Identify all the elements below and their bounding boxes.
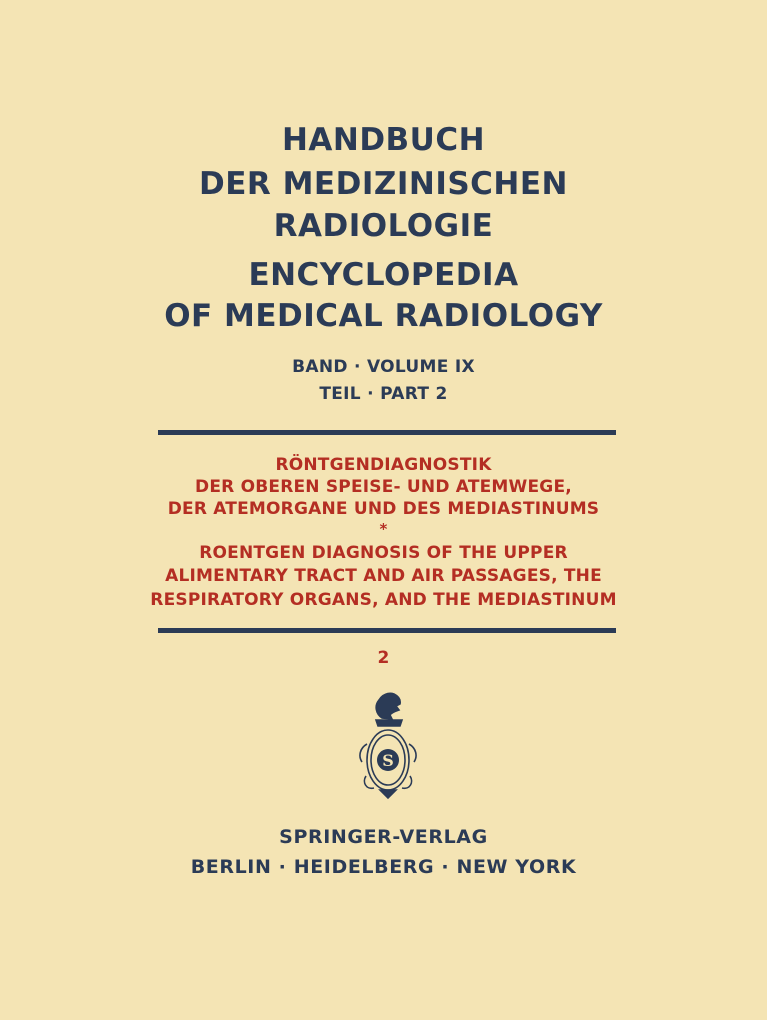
springer-knight-emblem-icon — [352, 684, 424, 802]
publisher-cities: BERLIN · HEIDELBERG · NEW YORK — [190, 856, 577, 878]
subtitle-de-line-3: DER ATEMORGANE UND DES MEDIASTINUMS — [167, 499, 600, 519]
title-de-line-2: DER MEDIZINISCHEN — [199, 166, 568, 202]
title-en-line-2: OF MEDICAL RADIOLOGY — [164, 298, 603, 334]
subtitle-en-line-1: ROENTGEN DIAGNOSIS OF THE UPPER — [199, 543, 568, 563]
publisher-name: SPRINGER-VERLAG — [279, 826, 488, 848]
bottom-divider-rule — [158, 628, 616, 633]
volume-label: BAND · VOLUME IX — [292, 357, 475, 377]
subtitle-en-line-3: RESPIRATORY ORGANS, AND THE MEDIASTINUM — [150, 590, 617, 610]
top-divider-rule — [158, 430, 616, 435]
title-de-line-3: RADIOLOGIE — [273, 208, 494, 244]
subtitle-de-line-1: RÖNTGENDIAGNOSTIK — [275, 455, 492, 475]
separator-star: * — [379, 520, 388, 538]
logo-monogram: S — [382, 751, 394, 770]
subtitle-en-line-2: ALIMENTARY TRACT AND AIR PASSAGES, THE — [165, 566, 602, 586]
title-de-line-1: HANDBUCH — [281, 122, 486, 158]
section-number: 2 — [377, 648, 390, 668]
title-en-line-1: ENCYCLOPEDIA — [248, 257, 519, 293]
subtitle-de-line-2: DER OBEREN SPEISE- UND ATEMWEGE, — [195, 477, 572, 497]
part-label: TEIL · PART 2 — [319, 384, 448, 404]
